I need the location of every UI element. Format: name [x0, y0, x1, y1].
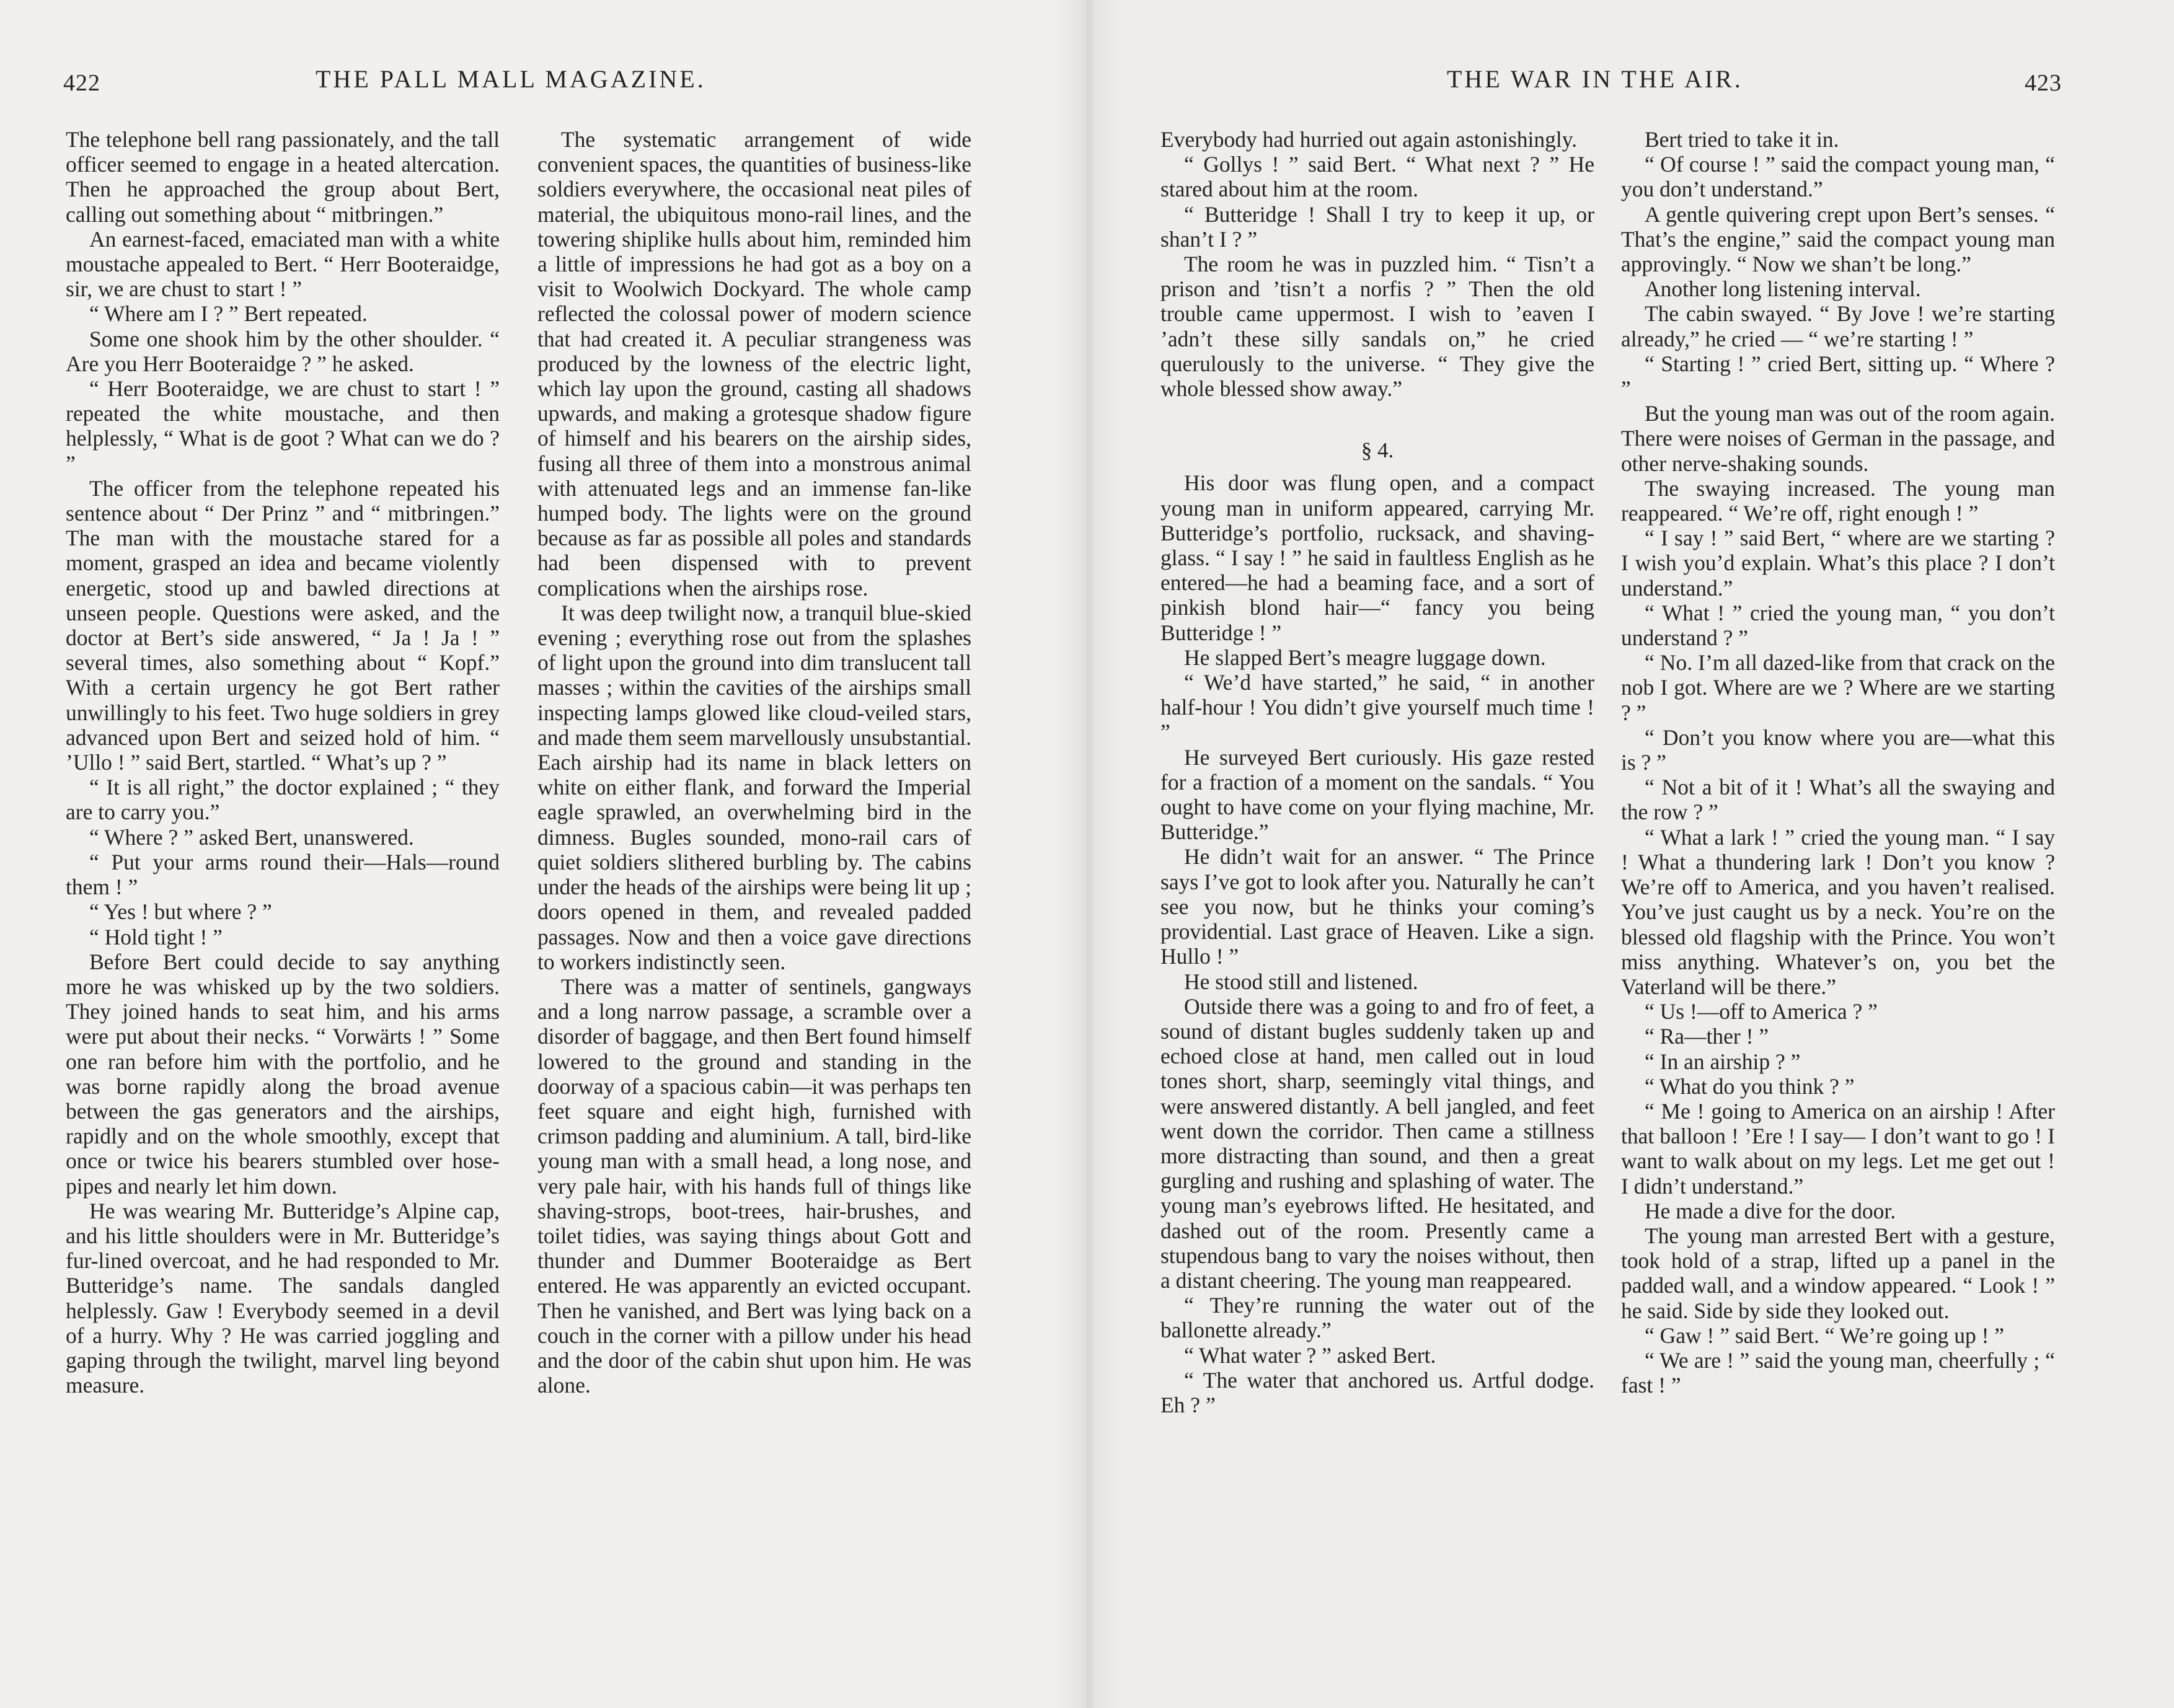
paragraph: The swaying increased. The young man reappeared. “ We’re off, right enough ! ” — [1621, 475, 2055, 526]
paragraph: “ Ra—ther ! ” — [1645, 1024, 1769, 1049]
paragraph: “ Butteridge ! Shall I try to keep it up, or shan’t I ? ” — [1160, 201, 1594, 252]
running-head-left: THE PALL MALL MAGAZINE. — [316, 65, 706, 93]
paragraph: “ Me ! going to America on an airship ! After that balloon ! ’Ere ! I say— I don’t want to go ! I want to walk about on my legs. Let me get out ! I didn’t understand.” — [1621, 1098, 2055, 1199]
paragraph: “ Hold tight ! ” — [89, 924, 223, 949]
paragraph: “ Gaw ! ” said Bert. “ We’re going up ! ” — [1645, 1323, 2005, 1348]
paragraph: “ They’re running the water out of the ballonette already.” — [1160, 1293, 1594, 1343]
paragraph: It was deep twilight now, a tranquil blue-skied evening ; everything rose out from the splashes of light upon the ground into dim translucent tall masses ; within the cavities of the airships small inspecting lamps glowed like cloud-veiled stars, and made them seem marvellously unsubstantial. Each airship had its name in black letters on white on either flank, and forward the Imperial eagle sprawled, an overwhelming bird in the dimness. Bugles sounded, mono-rail cars of quiet soldiers slithered burbling by. The cabins under the heads of the airships were being lit up ; doors opened in them, and revealed padded passages. Now and then a voice gave directions to workers indistinctly seen. — [537, 600, 971, 974]
paragraph: “ Of course ! ” said the compact young man, “ you don’t understand.” — [1621, 152, 2055, 202]
paragraph: An earnest-faced, emaciated man with a white moustache appealed to Bert. “ Herr Booteraidge, sir, we are chust to start ! ” — [66, 226, 500, 302]
paragraph: “ No. I’m all dazed-like from that crack on the nob I got. Where are we ? Where are we starting ? ” — [1621, 650, 2055, 725]
paragraph: The telephone bell rang passionately, and the tall officer seemed to engage in a heated altercation. Then he approached the group about Bert, calling out something about “ mitbringen.” — [66, 127, 500, 227]
right-page-column-2 — [1621, 127, 2055, 1398]
page-number-left: 422 — [63, 70, 100, 96]
paragraph: Outside there was a going to and fro of feet, a sound of distant bugles suddenly taken up and echoed close at hand, men called out in loud tones short, sharp, seemingly vital things, and were answered distantly. A bell jangled, and feet went down the corridor. Then came a stillness more distracting than sound, and then a great gurgling and rushing and splashing of water. The young man’s eyebrows lifted. He hesitated, and dashed out of the room. Presently came a stupendous bang to vary the noises without, then a distant cheering. The young man reappeared. — [1160, 993, 1594, 1293]
paragraph: “ The water that anchored us. Artful dodge. Eh ? ” — [1160, 1367, 1594, 1417]
right-page-column-1 — [1160, 127, 1594, 1417]
paragraph: Bert tried to take it in. — [1645, 127, 1839, 152]
paragraph: The room he was in puzzled him. “ Tisn’t a prison and ’tisn’t a norfis ? ” Then the old trouble came uppermost. I wish to ’eaven I ’adn’t these silly sandals on,” he cried querulously to the universe. “ They give the whole blessed show away.” — [1160, 252, 1594, 402]
paragraph: He made a dive for the door. — [1645, 1198, 1896, 1223]
page-number-right: 423 — [2025, 70, 2062, 96]
paragraph: He didn’t wait for an answer. “ The Prince says I’ve got to look after you. Naturally he can’t see you now, but he thinks your coming’s providential. Last grace of Heaven. Like a sign. Hullo ! ” — [1160, 844, 1594, 969]
paragraph: He stood still and listened. — [1184, 969, 1418, 994]
paragraph: “ I say ! ” said Bert, “ where are we starting ? I wish you’d explain. What’s this place ? I don’t understand.” — [1621, 526, 2055, 601]
paragraph: “ Don’t you know where you are—what this is ? ” — [1621, 724, 2055, 775]
paragraph: He was wearing Mr. Butteridge’s Alpine cap, and his little shoulders were in Mr. Butteridge’s fur-lined overcoat, and he had responded to Mr. Butteridge’s name. The sandals dangled helplessly. Gaw ! Everybody seemed in a devil of a hurry. Why ? He was carried joggling and gaping through the twilight, marvel ling beyond measure. — [66, 1198, 500, 1398]
paragraph: “ Starting ! ” cried Bert, sitting up. “ Where ? ” — [1621, 351, 2055, 402]
paragraph: Another long listening interval. — [1645, 276, 1921, 302]
paragraph: The cabin swayed. “ By Jove ! we’re starting already,” he cried — “ we’re starting ! ” — [1621, 301, 2055, 351]
paragraph: He surveyed Bert curiously. His gaze rested for a fraction of a moment on the sandals. “ You ought to have come on your flying machine, Mr. Butteridge.” — [1160, 744, 1594, 845]
paragraph: “ In an airship ? ” — [1645, 1049, 1801, 1074]
paragraph: He slapped Bert’s meagre luggage down. — [1184, 645, 1546, 670]
paragraph: The officer from the telephone repeated his sentence about “ Der Prinz ” and “ mitbringen.” The man with the moustache stared for a moment, grasped an idea and became violently energetic, stood up and bawled directions at unseen people. Questions were asked, and the doctor at Bert’s side answered, “ Ja ! Ja ! ” several times, also something about “ Kopf.” With a certain urgency he got Bert rather unwillingly to his feet. Two huge soldiers in grey advanced upon Bert and seized hold of him. “ ’Ullo ! ” said Bert, startled. “ What’s up ? ” — [66, 475, 500, 775]
paragraph: The young man arrested Bert with a gesture, took hold of a strap, lifted up a panel in the padded wall, and a window appeared. “ Look ! ” he said. Side by side they looked out. — [1621, 1223, 2055, 1323]
paragraph: “ What ! ” cried the young man, “ you don’t understand ? ” — [1621, 600, 2055, 651]
running-head-right: THE WAR IN THE AIR. — [1447, 65, 1743, 93]
paragraph: Some one shook him by the other shoulder. “ Are you Herr Booteraidge ? ” he asked. — [66, 326, 500, 376]
paragraph: There was a matter of sentinels, gangways and a long narrow passage, a scramble over a disorder of baggage, and then Bert found himself lowered to the ground and standing in the doorway of a spacious cabin—it was perhaps ten feet square and eight high, furnished with crimson padding and aluminium. A tall, bird-like young man with a small head, a long nose, and very pale hair, with his hands full of things like shaving-strops, boot-trees, hair-brushes, and toilet tidies, was saying things about Gott and thunder and Dummer Booteraidge as Bert entered. He was apparently an evicted occupant. Then he vanished, and Bert was lying back on a couch in the corner with a pillow under his head and the door of the cabin shut upon him. He was alone. — [537, 974, 971, 1398]
paragraph: “ Herr Booteraidge, we are chust to start ! ” repeated the white moustache, and then helplessly, “ What is de goot ? What can we do ? ” — [66, 376, 500, 476]
paragraph: A gentle quivering crept upon Bert’s senses. “ That’s the engine,” said the compact young man approvingly. “ Now we shan’t be long.” — [1621, 201, 2055, 277]
right-page — [1082, 0, 2174, 1708]
paragraph: The systematic arrangement of wide convenient spaces, the quantities of business-like soldiers everywhere, the occasional neat piles of material, the ubiquitous mono-rail lines, and the towering shiplike hulls about him, reminded him a little of impressions he had got as a boy on a visit to Woolwich Dockyard. The whole camp reflected the colossal power of modern science that had created it. A peculiar strangeness was produced by the lowness of the electric light, which lay upon the ground, casting all shadows upwards, and making a grotesque shadow figure of himself and his bearers on the airship sides, fusing all three of them into a monstrous animal with attenuated legs and an immense fan-like humped body. The lights were on the ground because as far as possible all poles and standards had been dispensed with to prevent complications when the airships rose. — [537, 127, 971, 601]
paragraph: Everybody had hurried out again astonishingly. — [1160, 127, 1578, 152]
paragraph: “ Yes ! but where ? ” — [89, 899, 272, 925]
paragraph: “ We’d have started,” he said, “ in another half-hour ! You didn’t give yourself much time ! ” — [1160, 670, 1594, 745]
paragraph: “ Put your arms round their—Hals—round them ! ” — [66, 849, 500, 900]
paragraph: Before Bert could decide to say anything more he was whisked up by the two soldiers. They joined hands to seat him, and his arms were put about their necks. “ Vorwärts ! ” Some one ran before him with the portfolio, and he was borne rapidly along the broad avenue between the gas generators and the airships, rapidly and on the whole smoothly, except that once or twice his bearers stumbled over hose-pipes and nearly let him down. — [66, 949, 500, 1199]
paragraph: “ What a lark ! ” cried the young man. “ I say ! What a thundering lark ! Don’t you know ? We’re off to America, and you haven’t realised. You’ve just caught us by a neck. You’re on the blessed old flagship with the Prince. You won’t miss anything. Whatever’s on, you bet the Vaterland will be there.” — [1621, 824, 2055, 999]
paragraph: “ Not a bit of it ! What’s all the swaying and the row ? ” — [1621, 775, 2055, 825]
left-page-column-1 — [66, 127, 500, 1398]
paragraph: “ Where am I ? ” Bert repeated. — [89, 301, 368, 327]
paragraph: His door was flung open, and a compact young man in uniform appeared, carrying Mr. Butteridge’s portfolio, rucksack, and shaving-glass. “ I say ! ” he said in faultless English as he entered—he had a beaming face, and a sort of pinkish blond hair—“ fancy you being Butteridge ! ” — [1160, 470, 1594, 645]
left-page-column-2 — [537, 127, 971, 1398]
paragraph: “ We are ! ” said the young man, cheerfully ; “ fast ! ” — [1621, 1347, 2055, 1398]
paragraph: “ What do you think ? ” — [1645, 1073, 1855, 1099]
paragraph: “ Gollys ! ” said Bert. “ What next ? ” He stared about him at the room. — [1160, 152, 1594, 202]
paragraph: But the young man was out of the room again. There were noises of German in the passage, and other nerve-shaking sounds. — [1621, 401, 2055, 476]
paragraph: “ It is all right,” the doctor explained ; “ they are to carry you.” — [66, 775, 500, 825]
paragraph: “ Where ? ” asked Bert, unanswered. — [89, 824, 414, 850]
left-page — [0, 0, 1082, 1708]
paragraph: “ What water ? ” asked Bert. — [1184, 1342, 1436, 1368]
paragraph: “ Us !—off to America ? ” — [1645, 999, 1878, 1024]
section-heading: § 4. — [1361, 438, 1394, 463]
book-gutter-shadow — [1054, 0, 1122, 1708]
